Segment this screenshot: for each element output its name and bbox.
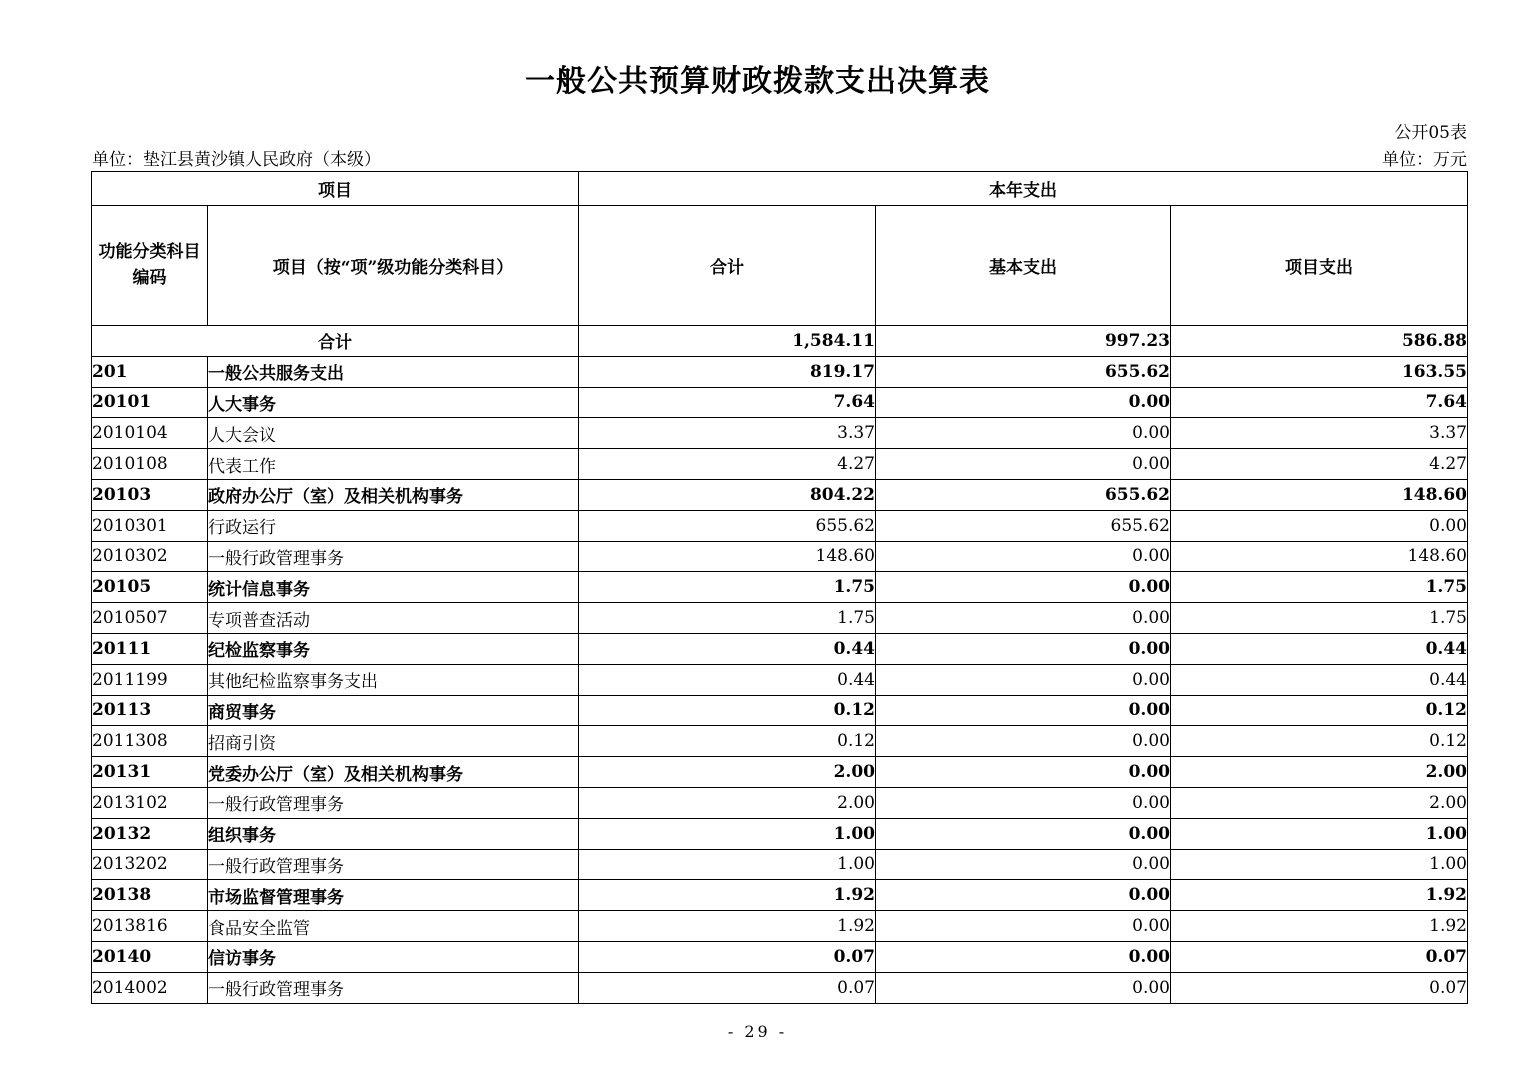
budget-table [91, 171, 1468, 1004]
row-total-value: 2.00 [579, 787, 876, 818]
row-code: 2013202 [92, 849, 208, 880]
row-project-value: 4.27 [1171, 449, 1468, 480]
row-total-value: 0.12 [579, 726, 876, 757]
row-code: 20138 [92, 880, 208, 911]
row-basic-value: 0.00 [876, 418, 1171, 449]
row-total-value: 1.75 [579, 572, 876, 603]
row-code: 20105 [92, 572, 208, 603]
table-row [92, 787, 1468, 818]
row-basic-value: 0.00 [876, 695, 1171, 726]
row-name: 市场监督管理事务 [208, 880, 579, 911]
table-row [92, 603, 1468, 634]
row-basic-value: 0.00 [876, 818, 1171, 849]
row-project-value: 0.12 [1171, 695, 1468, 726]
row-project-value: 3.37 [1171, 418, 1468, 449]
header-col-project: 项目（按“项”级功能分类科目） [208, 206, 579, 326]
row-name: 信访事务 [208, 941, 579, 972]
row-code: 201 [92, 356, 208, 387]
row-name: 专项普查活动 [208, 603, 579, 634]
unit-currency-label: 单位：万元 [1382, 150, 1467, 170]
row-code: 20140 [92, 941, 208, 972]
table-row [92, 849, 1468, 880]
table-row [92, 326, 1468, 357]
row-project-value: 163.55 [1171, 356, 1468, 387]
row-total-value: 0.44 [579, 664, 876, 695]
row-name: 其他纪检监察事务支出 [208, 664, 579, 695]
row-project-value: 1.75 [1171, 603, 1468, 634]
header-group-year-expense: 本年支出 [579, 172, 1468, 206]
row-basic-value: 0.00 [876, 849, 1171, 880]
row-name: 一般行政管理事务 [208, 541, 579, 572]
row-basic-value: 997.23 [876, 326, 1171, 357]
row-code: 2014002 [92, 972, 208, 1003]
row-project-value: 0.07 [1171, 972, 1468, 1003]
row-name: 食品安全监管 [208, 911, 579, 942]
row-total-value: 804.22 [579, 479, 876, 510]
row-code: 20132 [92, 818, 208, 849]
row-name: 政府办公厅（室）及相关机构事务 [208, 479, 579, 510]
row-code: 2010507 [92, 603, 208, 634]
row-basic-value: 0.00 [876, 387, 1171, 418]
row-name: 纪检监察事务 [208, 633, 579, 664]
header-group-project: 项目 [92, 172, 579, 206]
header-col-code-line1: 功能分类科目 [98, 242, 201, 262]
row-project-value: 0.07 [1171, 941, 1468, 972]
table-row [92, 449, 1468, 480]
row-basic-value: 0.00 [876, 787, 1171, 818]
row-name: 统计信息事务 [208, 572, 579, 603]
row-code: 20113 [92, 695, 208, 726]
page-title: 一般公共预算财政拨款支出决算表 [525, 64, 990, 99]
row-basic-value: 655.62 [876, 479, 1171, 510]
row-name: 一般行政管理事务 [208, 849, 579, 880]
row-total-value: 1,584.11 [579, 326, 876, 357]
row-name: 商贸事务 [208, 695, 579, 726]
row-total-value: 7.64 [579, 387, 876, 418]
row-name: 行政运行 [208, 510, 579, 541]
row-name: 组织事务 [208, 818, 579, 849]
row-total-value: 148.60 [579, 541, 876, 572]
header-col-total: 合计 [579, 206, 876, 326]
header-col-project-expense: 项目支出 [1171, 206, 1468, 326]
header-col-basic: 基本支出 [876, 206, 1171, 326]
row-basic-value: 0.00 [876, 972, 1171, 1003]
table-row [92, 726, 1468, 757]
table-row [92, 818, 1468, 849]
row-name: 一般行政管理事务 [208, 787, 579, 818]
row-basic-value: 0.00 [876, 572, 1171, 603]
row-project-value: 0.44 [1171, 633, 1468, 664]
table-row [92, 695, 1468, 726]
row-code: 2013102 [92, 787, 208, 818]
row-total-value: 1.92 [579, 880, 876, 911]
row-project-value: 0.44 [1171, 664, 1468, 695]
row-project-value: 7.64 [1171, 387, 1468, 418]
row-code: 2010104 [92, 418, 208, 449]
row-total-value: 655.62 [579, 510, 876, 541]
row-code: 20101 [92, 387, 208, 418]
row-basic-value: 0.00 [876, 633, 1171, 664]
table-row [92, 972, 1468, 1003]
row-project-value: 0.12 [1171, 726, 1468, 757]
table-row [92, 941, 1468, 972]
row-total-value: 1.92 [579, 911, 876, 942]
table-row [92, 664, 1468, 695]
row-basic-value: 0.00 [876, 449, 1171, 480]
row-total-value: 4.27 [579, 449, 876, 480]
row-code: 20131 [92, 757, 208, 788]
row-project-value: 1.75 [1171, 572, 1468, 603]
row-total-value: 2.00 [579, 757, 876, 788]
row-project-value: 2.00 [1171, 787, 1468, 818]
row-basic-value: 0.00 [876, 880, 1171, 911]
row-name: 一般行政管理事务 [208, 972, 579, 1003]
table-row [92, 356, 1468, 387]
row-project-value: 0.00 [1171, 510, 1468, 541]
unit-org-label: 单位：垫江县黄沙镇人民政府（本级） [92, 150, 381, 170]
row-basic-value: 0.00 [876, 541, 1171, 572]
row-basic-value: 0.00 [876, 726, 1171, 757]
row-project-value: 1.92 [1171, 911, 1468, 942]
table-tag: 公开05表 [1394, 123, 1467, 143]
row-basic-value: 655.62 [876, 356, 1171, 387]
row-name: 代表工作 [208, 449, 579, 480]
header-col-code-line2: 编码 [132, 267, 167, 288]
table-row [92, 510, 1468, 541]
table-row [92, 479, 1468, 510]
row-code: 2011199 [92, 664, 208, 695]
row-basic-value: 0.00 [876, 911, 1171, 942]
row-total-value: 1.00 [579, 818, 876, 849]
row-basic-value: 0.00 [876, 757, 1171, 788]
row-code: 20111 [92, 633, 208, 664]
table-row [92, 418, 1468, 449]
header-group-row [92, 172, 1468, 206]
page-number: - 29 - [727, 1022, 788, 1041]
table-row [92, 757, 1468, 788]
row-project-value: 1.00 [1171, 849, 1468, 880]
row-code: 2010108 [92, 449, 208, 480]
row-project-value: 586.88 [1171, 326, 1468, 357]
row-total-value: 3.37 [579, 418, 876, 449]
row-total-value: 0.12 [579, 695, 876, 726]
row-name: 人大会议 [208, 418, 579, 449]
row-total-value: 0.44 [579, 633, 876, 664]
row-name: 一般公共服务支出 [208, 356, 579, 387]
row-code: 20103 [92, 479, 208, 510]
row-code: 2010302 [92, 541, 208, 572]
row-name: 招商引资 [208, 726, 579, 757]
row-total-value: 0.07 [579, 941, 876, 972]
table-row [92, 880, 1468, 911]
row-basic-value: 0.00 [876, 941, 1171, 972]
row-label-total: 合计 [92, 326, 579, 357]
row-code: 2013816 [92, 911, 208, 942]
row-basic-value: 0.00 [876, 664, 1171, 695]
header-columns-row [92, 206, 1468, 326]
header-col-code [92, 206, 208, 326]
table-row [92, 633, 1468, 664]
row-name: 人大事务 [208, 387, 579, 418]
row-project-value: 1.92 [1171, 880, 1468, 911]
row-basic-value: 0.00 [876, 603, 1171, 634]
row-total-value: 1.75 [579, 603, 876, 634]
row-project-value: 148.60 [1171, 479, 1468, 510]
row-code: 2011308 [92, 726, 208, 757]
row-total-value: 819.17 [579, 356, 876, 387]
row-project-value: 1.00 [1171, 818, 1468, 849]
row-code: 2010301 [92, 510, 208, 541]
table-row [92, 387, 1468, 418]
row-project-value: 148.60 [1171, 541, 1468, 572]
row-total-value: 1.00 [579, 849, 876, 880]
row-name: 党委办公厅（室）及相关机构事务 [208, 757, 579, 788]
table-row [92, 911, 1468, 942]
row-total-value: 0.07 [579, 972, 876, 1003]
table-row [92, 541, 1468, 572]
row-project-value: 2.00 [1171, 757, 1468, 788]
table-body [92, 326, 1468, 1004]
row-basic-value: 655.62 [876, 510, 1171, 541]
table-row [92, 572, 1468, 603]
